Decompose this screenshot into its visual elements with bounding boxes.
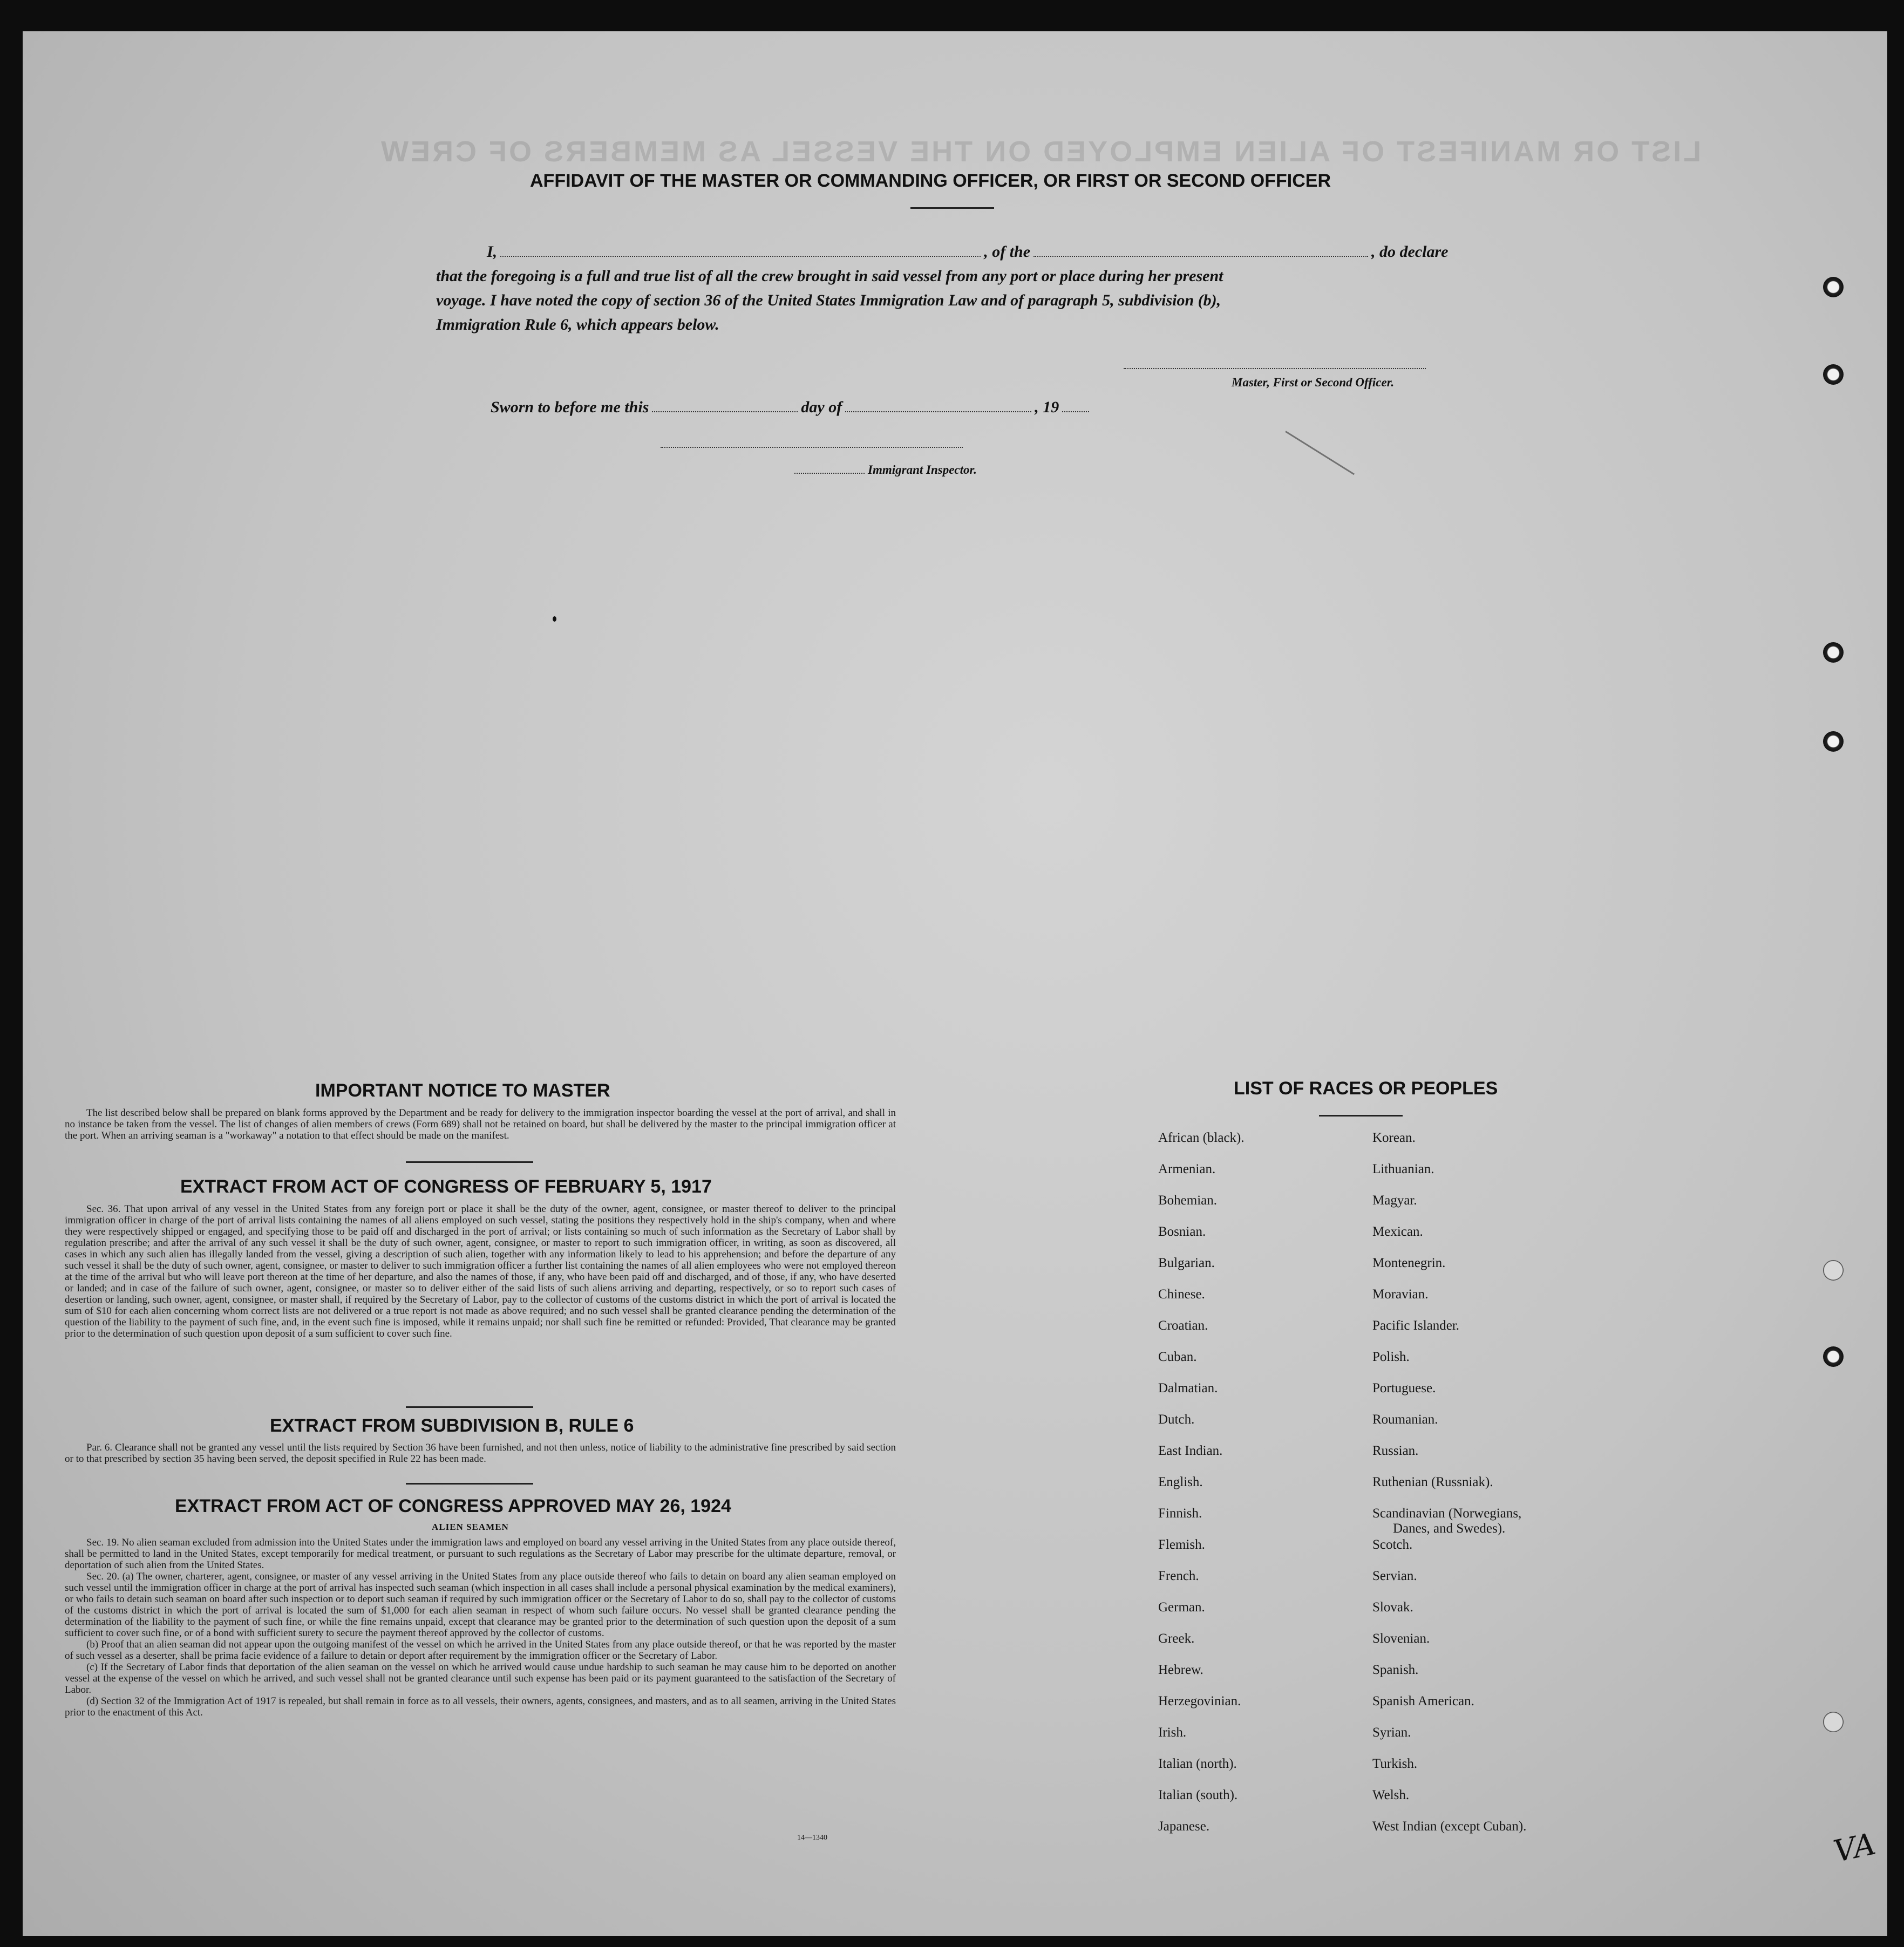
race-item: Cuban.	[1158, 1350, 1197, 1364]
bleed-through-title: LIST OR MANIFEST OF ALIEN EMPLOYED ON THE VESSEL AS MEMBERS OF CREW	[379, 135, 1702, 168]
month-blank[interactable]	[845, 411, 1031, 412]
race-item: French.	[1158, 1569, 1199, 1583]
declaration-line-1: that the foregoing is a full and true list of all the crew brought in said vessel from any port or place during her present	[436, 267, 1223, 285]
declaration-line-2: voyage. I have noted the copy of section 36 of the United States Immigration Law and of paragraph 5, subdivision (b),	[436, 291, 1221, 309]
race-item: Herzegovinian.	[1158, 1694, 1241, 1708]
race-item: Japanese.	[1158, 1819, 1210, 1834]
sworn-label: Sworn to before me this	[491, 398, 649, 416]
race-item: Syrian.	[1372, 1725, 1411, 1740]
race-item: Finnish.	[1158, 1506, 1202, 1521]
race-item: Polish.	[1372, 1350, 1410, 1364]
year-blank[interactable]	[1062, 411, 1089, 412]
punch-hole	[1823, 364, 1844, 385]
pencil-stroke	[1285, 431, 1355, 475]
race-item: Lithuanian.	[1372, 1162, 1434, 1176]
punch-hole	[1823, 277, 1844, 297]
extract-rule6-rule	[406, 1483, 533, 1485]
manifest-sheet	[23, 31, 1887, 1936]
inspector-signature-line[interactable]	[661, 447, 963, 448]
corner-mark: VA	[1831, 1826, 1879, 1870]
race-item: Irish.	[1158, 1725, 1187, 1740]
race-item: Bosnian.	[1158, 1224, 1206, 1239]
extract-1924-title: EXTRACT FROM ACT OF CONGRESS APPROVED MAY 26, 1924	[175, 1496, 731, 1516]
inspector-label: Immigrant Inspector.	[868, 463, 977, 476]
of-the-label: , of the	[984, 243, 1031, 261]
notice-text: The list described below shall be prepared on blank forms approved by the Department and be ready for delivery to the immigration inspector boarding the vessel at the port of arrival, and shall in no instance be taken from the vessel. The list of changes of alien members of crews (Form 689) shall not be retained on board, but shall be delivered by the master to the principal immigration officer at the port. When an arriving seaman is a "workaway" a notation to that effect should be made on the manifest.	[65, 1107, 896, 1141]
form-code: 14—1340	[797, 1834, 827, 1842]
extract-rule6-text: Par. 6. Clearance shall not be granted any vessel until the lists required by Section 36 have been furnished, and not then unless, notice of liability to the administrative fine prescribed by said section or to that prescribed by section 35 having been served, the deposit specified in Rule 22 has been made.	[65, 1442, 896, 1465]
race-item: Italian (south).	[1158, 1788, 1238, 1802]
race-item: Spanish American.	[1372, 1694, 1474, 1708]
sec20b-text: (b) Proof that an alien seaman did not appear upon the outgoing manifest of the vessel on which he arrived in the United States from any place outside thereof, or that he was reported by the master of such vessel as a deserter, shall be prima facie evidence of a failure to detain or deport after requirement by the immigration officer or the Secretary of Labor.	[65, 1639, 896, 1662]
punch-hole	[1823, 731, 1844, 752]
notice-title: IMPORTANT NOTICE TO MASTER	[315, 1080, 610, 1101]
extract-1917-rule	[406, 1406, 533, 1408]
extract-1924-text	[65, 1537, 896, 1718]
race-item: Dalmatian.	[1158, 1381, 1218, 1395]
inspector-blank[interactable]	[794, 473, 865, 474]
race-item: Roumanian.	[1372, 1412, 1438, 1427]
race-item: Greek.	[1158, 1631, 1195, 1646]
race-item: Welsh.	[1372, 1788, 1410, 1802]
race-item: East Indian.	[1158, 1444, 1223, 1458]
do-declare-label: , do declare	[1371, 243, 1449, 261]
race-item: Slovak.	[1372, 1600, 1413, 1615]
master-signature-line[interactable]	[1124, 368, 1426, 369]
i-label: I,	[487, 243, 498, 261]
race-item: Russian.	[1372, 1444, 1419, 1458]
extract-1917-title: EXTRACT FROM ACT OF CONGRESS OF FEBRUARY 5, 1917	[180, 1176, 712, 1197]
race-item: Dutch.	[1158, 1412, 1195, 1427]
race-item: Bohemian.	[1158, 1193, 1218, 1208]
race-item: Scotch.	[1372, 1537, 1413, 1552]
race-item: Servian.	[1372, 1569, 1417, 1583]
race-item: Portuguese.	[1372, 1381, 1436, 1395]
year-label: , 19	[1035, 398, 1059, 416]
race-item: German.	[1158, 1600, 1205, 1615]
punch-hole	[1823, 642, 1844, 663]
race-item: Danes, and Swedes).	[1393, 1521, 1506, 1536]
race-item: Italian (north).	[1158, 1757, 1237, 1771]
notice-rule	[406, 1161, 533, 1163]
declaration-line-3: Immigration Rule 6, which appears below.	[436, 316, 719, 333]
master-signature-label: Master, First or Second Officer.	[1232, 376, 1395, 389]
punch-hole	[1823, 1260, 1844, 1281]
vessel-blank[interactable]	[1033, 256, 1368, 257]
extract-rule6-title: EXTRACT FROM SUBDIVISION B, RULE 6	[270, 1415, 634, 1436]
race-item: Moravian.	[1372, 1287, 1429, 1302]
sec19-text: Sec. 19. No alien seaman excluded from admission into the United States under the immigration laws and employed on board any vessel arriving in the United States from any place outside thereof, shall be permitted to land in the United States, except temporarily for medical treatment, or pursuant to such regulations as the Secretary of Labor may prescribe for the ultimate departure, removal, or deportation of such alien from the United States.	[65, 1537, 896, 1571]
race-item: Slovenian.	[1372, 1631, 1430, 1646]
race-item: Magyar.	[1372, 1193, 1417, 1208]
race-item: Scandinavian (Norwegians,	[1372, 1506, 1522, 1521]
extract-1924-subtitle: ALIEN SEAMEN	[432, 1522, 509, 1532]
day-blank[interactable]	[652, 411, 798, 412]
race-item: English.	[1158, 1475, 1203, 1489]
sec20c-text: (c) If the Secretary of Labor finds that deportation of the alien seaman on the vessel on which he arrived would cause undue hardship to such seaman he may cause him to be deported on another vessel at the expense of the vessel on which he arrived, and such vessel shall not be granted clearance until such expense has been paid or its payment guaranteed to the satisfaction of the Secretary of Labor.	[65, 1662, 896, 1696]
inspector-label-line	[794, 463, 977, 477]
race-item: Armenian.	[1158, 1162, 1216, 1176]
punch-hole	[1823, 1712, 1844, 1732]
races-title-rule	[1319, 1115, 1403, 1117]
punch-hole	[1823, 1346, 1844, 1367]
affidavit-title: AFFIDAVIT OF THE MASTER OR COMMANDING OFFICER, OR FIRST OR SECOND OFFICER	[530, 171, 1331, 191]
race-item: Korean.	[1372, 1131, 1416, 1145]
extract-1917-text: Sec. 36. That upon arrival of any vessel in the United States from any foreign port or place it shall be the duty of the owner, agent, consignee, or master thereof to deliver to the principal immigration officer in charge of the port of arrival lists containing the names of all aliens employed on such vessel, stating the positions they respectively hold in the ship's company, when and where they were respectively shipped or engaged, and specifying those to be paid off and discharged in the port of arrival; or lists containing so much of such information as the Secretary of Labor shall by regulation prescribe; and after the arrival of any such vessel it shall be the duty of such owner, agent, consignee, or master to report to such immigration officer, in writing, as soon as discovered, all cases in which any such alien has illegally landed from the vessel, giving a description of such alien, together with any information likely to lead to his apprehension; and before the departure of any such vessel it shall be the duty of such owner, agent, consignee, or master to deliver to such immigration officer a further list containing the names of all alien employees who were not employed thereon at the time of the arrival but who will leave port thereon at the time of her departure, and also the names of those, if any, who have been paid off and discharged, and of those, if any, who have deserted or landed; and in case of the failure of such owner, agent, consignee, or master so to deliver either of the said lists of such aliens arriving and departing, respectively, or so to report such cases of desertion or landing, such owner, agent, consignee, or master shall, if required by the Secretary of Labor, pay to the collector of customs of the customs district in which the port of arrival is located the sum of $10 for each alien concerning whom correct lists are not delivered or a true report is not made as above required; and no such vessel shall be granted clearance pending the determination of the question of the liability to the payment of such fine, and, in the event such fine is imposed, while it remains unpaid; nor shall such fine be remitted or refunded: Provided, That clearance may be granted prior to the determination of such question upon deposit of a sum sufficient to cover such fine.	[65, 1203, 896, 1339]
race-item: Bulgarian.	[1158, 1256, 1215, 1270]
sworn-line	[491, 398, 1092, 417]
race-item: Chinese.	[1158, 1287, 1205, 1302]
race-item: Spanish.	[1372, 1663, 1419, 1677]
race-item: Flemish.	[1158, 1537, 1205, 1552]
race-item: Croatian.	[1158, 1318, 1208, 1333]
race-item: Hebrew.	[1158, 1663, 1203, 1677]
race-item: West Indian (except Cuban).	[1372, 1819, 1527, 1834]
affidavit-declare-line	[487, 243, 1448, 261]
race-item: Montenegrin.	[1372, 1256, 1446, 1270]
race-item: Turkish.	[1372, 1757, 1418, 1771]
sec20d-text: (d) Section 32 of the Immigration Act of 1917 is repealed, but shall remain in force as to all vessels, their owners, agents, consignees, and masters, and as to all seamen, arriving in the United States prior to the enactment of this Act.	[65, 1696, 896, 1718]
race-item: Mexican.	[1372, 1224, 1423, 1239]
race-item: Ruthenian (Russniak).	[1372, 1475, 1493, 1489]
race-item: African (black).	[1158, 1131, 1245, 1145]
ink-dot	[553, 616, 556, 622]
races-title: LIST OF RACES OR PEOPLES	[1234, 1078, 1498, 1099]
affidavit-title-rule	[910, 207, 994, 209]
sec20a-text: Sec. 20. (a) The owner, charterer, agent, consignee, or master of any vessel arriving in the United States from any place outside thereof who fails to detain on board any alien seaman employed on such vessel until the immigration officer in charge at the port of arrival has inspected such seaman (which inspection in all cases shall include a personal physical examination by the medical examiners), or who fails to detain such seaman on board after such inspection or to deport such seaman if required by such immigration officer or the Secretary of Labor to do so, shall pay to the collector of customs of the customs district in which the port of arrival is located the sum of $1,000 for each alien seaman in respect of whom such failure occurs. No vessel shall be granted clearance pending the determination of the liability to the payment of such fine, or while the fine remains unpaid, except that clearance may be granted prior to the determination of such question upon the deposit of a sum sufficient to cover such fine, or of a bond with sufficient surety to secure the payment thereof approved by the collector of customs.	[65, 1571, 896, 1639]
name-blank[interactable]	[500, 256, 981, 257]
day-of-label: day of	[801, 398, 842, 416]
race-item: Pacific Islander.	[1372, 1318, 1460, 1333]
